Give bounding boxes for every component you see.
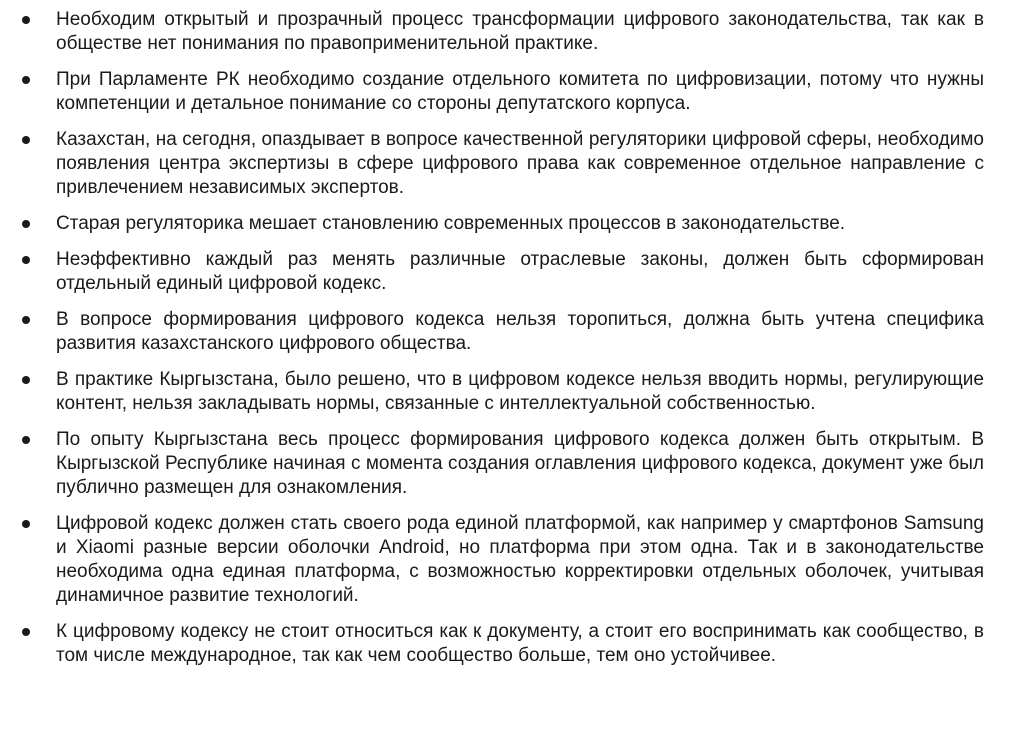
list-item-text: Старая регуляторика мешает становлению современных процессов в законодательстве. <box>56 213 846 234</box>
bullet-icon <box>22 628 30 636</box>
bullet-icon <box>22 136 30 144</box>
list-item <box>0 620 1024 668</box>
list-item <box>0 512 1024 608</box>
bullet-icon <box>22 220 30 228</box>
bullet-list <box>0 8 1024 680</box>
list-item-text: Цифровой кодекс должен стать своего рода единой платформой, как например у смартфонов Samsung и Xiaomi разные версии оболочки Android, но платформа при этом одна. Так и в законодательстве необходима одна единая платформа, с возможностью корректировки отдельных оболочек, учитывая динамичное развитие технологий. <box>56 513 984 606</box>
list-item-text: К цифровому кодексу не стоит относиться как к документу, а стоит его воспринимать как сообщество, в том числе международное, так как чем сообщество больше, тем оно устойчивее. <box>56 621 984 666</box>
list-item <box>0 68 1024 116</box>
list-item <box>0 368 1024 416</box>
list-item-text: В практике Кыргызстана, было решено, что в цифровом кодексе нельзя вводить нормы, регулирующие контент, нельзя закладывать нормы, связанные с интеллектуальной собственностью. <box>56 369 984 414</box>
bullet-icon <box>22 436 30 444</box>
list-item <box>0 308 1024 356</box>
list-item <box>0 8 1024 56</box>
list-item-text: Неэффективно каждый раз менять различные отраслевые законы, должен быть сформирован отдельный единый цифровой кодекс. <box>56 249 984 294</box>
list-item-text: В вопросе формирования цифрового кодекса нельзя торопиться, должна быть учтена специфика развития казахстанского цифрового общества. <box>56 309 984 354</box>
list-item <box>0 248 1024 296</box>
bullet-icon <box>22 520 30 528</box>
bullet-icon <box>22 16 30 24</box>
list-item-text: Казахстан, на сегодня, опаздывает в вопросе качественной регуляторики цифровой сферы, необходимо появления центра экспертизы в сфере цифрового права как современное отдельное направление с привлечением независимых экспертов. <box>56 129 984 198</box>
list-item <box>0 128 1024 200</box>
list-item <box>0 428 1024 500</box>
list-item-text: При Парламенте РК необходимо создание отдельного комитета по цифровизации, потому что нужны компетенции и детальное понимание со стороны депутатского корпуса. <box>56 69 984 114</box>
list-item <box>0 212 1024 236</box>
list-item-text: Необходим открытый и прозрачный процесс трансформации цифрового законодательства, так как в обществе нет понимания по правоприменительной практике. <box>56 9 984 54</box>
bullet-icon <box>22 76 30 84</box>
bullet-icon <box>22 376 30 384</box>
bullet-icon <box>22 256 30 264</box>
bullet-icon <box>22 316 30 324</box>
list-item-text: По опыту Кыргызстана весь процесс формирования цифрового кодекса должен быть открытым. В Кыргызской Республике начиная с момента создания оглавления цифрового кодекса, документ уже был публично размещен для ознакомления. <box>56 429 984 498</box>
